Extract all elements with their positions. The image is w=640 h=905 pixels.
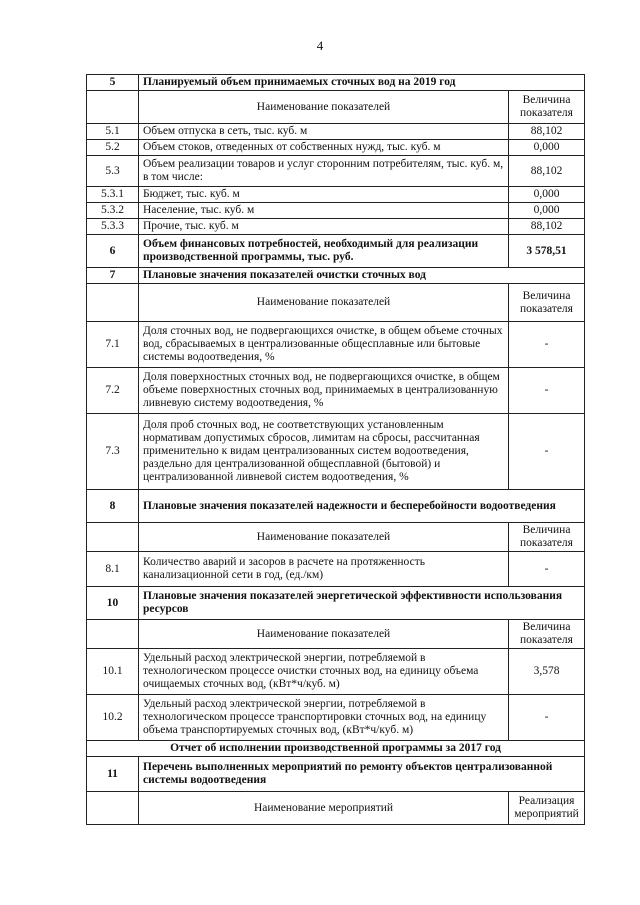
section-title: Плановые значения показателей очистки сточных вод <box>139 268 585 284</box>
table-row-item <box>87 203 585 219</box>
indicator-name: Объем финансовых потребностей, необходимый для реализации производственной программы, тыс. руб. <box>139 235 509 268</box>
section-number: 8 <box>87 490 139 523</box>
row-number: 10.1 <box>87 649 139 695</box>
row-number: 5.3.2 <box>87 203 139 219</box>
table-row-header <box>87 91 585 124</box>
indicator-name: Население, тыс. куб. м <box>139 203 509 219</box>
table-row-item <box>87 649 585 695</box>
indicator-name: Прочие, тыс. куб. м <box>139 219 509 235</box>
table-row-item_bold <box>87 235 585 268</box>
indicator-name: Доля сточных вод, не подвергающихся очистке, в общем объеме сточных вод, сбрасываемых в централизованные общесплавные или бытовые системы водоотведения, % <box>139 322 509 368</box>
row-number: 5.3.1 <box>87 187 139 203</box>
table-row-item <box>87 187 585 203</box>
section-title: Перечень выполненных мероприятий по ремонту объектов централизованной системы водоотведения <box>139 757 585 792</box>
indicator-value: 88,102 <box>509 219 585 235</box>
header-blank-cell <box>87 284 139 322</box>
indicator-name: Объем отпуска в сеть, тыс. куб. м <box>139 124 509 140</box>
indicator-value: 0,000 <box>509 187 585 203</box>
table-row-item <box>87 695 585 741</box>
row-number: 7.3 <box>87 414 139 490</box>
column-header-name: Наименование показателей <box>139 284 509 322</box>
section-title: Планируемый объем принимаемых сточных вод на 2019 год <box>139 75 585 91</box>
row-number: 5.3.3 <box>87 219 139 235</box>
indicator-value: 3 578,51 <box>509 235 585 268</box>
table-row-header <box>87 792 585 825</box>
table-row-header <box>87 620 585 649</box>
column-header-value: Величина показателя <box>509 523 585 552</box>
indicator-value: - <box>509 552 585 587</box>
indicator-value: 0,000 <box>509 140 585 156</box>
table-row-section <box>87 490 585 523</box>
table-row-section <box>87 587 585 620</box>
indicator-value: - <box>509 414 585 490</box>
table-row-report <box>87 741 585 757</box>
indicator-name: Объем стоков, отведенных от собственных нужд, тыс. куб. м <box>139 140 509 156</box>
row-number: 6 <box>87 235 139 268</box>
table-row-item <box>87 156 585 187</box>
table-row-section <box>87 757 585 792</box>
indicator-name: Объем реализации товаров и услуг сторонним потребителям, тыс. куб. м, в том числе: <box>139 156 509 187</box>
section-title: Плановые значения показателей энергетической эффективности использования ресурсов <box>139 587 585 620</box>
header-blank-cell <box>87 91 139 124</box>
row-number: 10.2 <box>87 695 139 741</box>
column-header-name: Наименование показателей <box>139 523 509 552</box>
section-number: 11 <box>87 757 139 792</box>
section-number: 7 <box>87 268 139 284</box>
column-header-value: Величина показателя <box>509 284 585 322</box>
indicator-value: 3,578 <box>509 649 585 695</box>
indicator-value: - <box>509 695 585 741</box>
indicator-name: Доля поверхностных сточных вод, не подвергающихся очистке, в общем объеме поверхностных сточных вод, принимаемых в централизованную ливневую систему водоотведения, % <box>139 368 509 414</box>
indicator-value: 88,102 <box>509 156 585 187</box>
page-number: 4 <box>316 38 324 53</box>
table-row-item <box>87 219 585 235</box>
row-number: 7.2 <box>87 368 139 414</box>
indicator-name: Доля проб сточных вод, не соответствующих установленным нормативам допустимых сбросов, лимитам на сбросы, рассчитанная применительно к видам централизованных систем водоотведения, раздельно для централизованной общесплавной (бытовой) и централизованной ливневой систем водоотведения, % <box>139 414 509 490</box>
row-number: 5.1 <box>87 124 139 140</box>
indicator-value: - <box>509 322 585 368</box>
table-row-section <box>87 268 585 284</box>
column-header-value: Реализация мероприятий <box>509 792 585 825</box>
table-row-section <box>87 75 585 91</box>
report-title: Отчет об исполнении производственной программы за 2017 год <box>87 741 585 757</box>
header-blank-cell <box>87 792 139 825</box>
table-row-header <box>87 523 585 552</box>
section-number: 5 <box>87 75 139 91</box>
row-number: 8.1 <box>87 552 139 587</box>
table-row-item <box>87 140 585 156</box>
row-number: 5.3 <box>87 156 139 187</box>
indicator-name: Удельный расход электрической энергии, потребляемой в технологическом процессе очистки сточных вод, на единицу объема очищаемых сточных вод, (кВт*ч/куб. м) <box>139 649 509 695</box>
column-header-value: Величина показателя <box>509 91 585 124</box>
indicator-name: Удельный расход электрической энергии, потребляемой в технологическом процессе транспортировки сточных вод, на единицу объема транспортируемых сточных вод, (кВт*ч/куб. м) <box>139 695 509 741</box>
indicator-value: 88,102 <box>509 124 585 140</box>
column-header-name: Наименование показателей <box>139 91 509 124</box>
row-number: 5.2 <box>87 140 139 156</box>
header-blank-cell <box>87 523 139 552</box>
table-row-item <box>87 322 585 368</box>
row-number: 7.1 <box>87 322 139 368</box>
table-row-item <box>87 414 585 490</box>
header-blank-cell <box>87 620 139 649</box>
table-row-item <box>87 552 585 587</box>
table-row-item <box>87 368 585 414</box>
table-row-header <box>87 284 585 322</box>
section-number: 10 <box>87 587 139 620</box>
indicator-name: Бюджет, тыс. куб. м <box>139 187 509 203</box>
column-header-name: Наименование мероприятий <box>139 792 509 825</box>
indicator-value: - <box>509 368 585 414</box>
section-title: Плановые значения показателей надежности и бесперебойности водоотведения <box>139 490 585 523</box>
table-row-item <box>87 124 585 140</box>
indicator-value: 0,000 <box>509 203 585 219</box>
column-header-value: Величина показателя <box>509 620 585 649</box>
column-header-name: Наименование показателей <box>139 620 509 649</box>
indicator-name: Количество аварий и засоров в расчете на протяженность канализационной сети в год, (ед./км) <box>139 552 509 587</box>
program-table <box>86 74 585 825</box>
